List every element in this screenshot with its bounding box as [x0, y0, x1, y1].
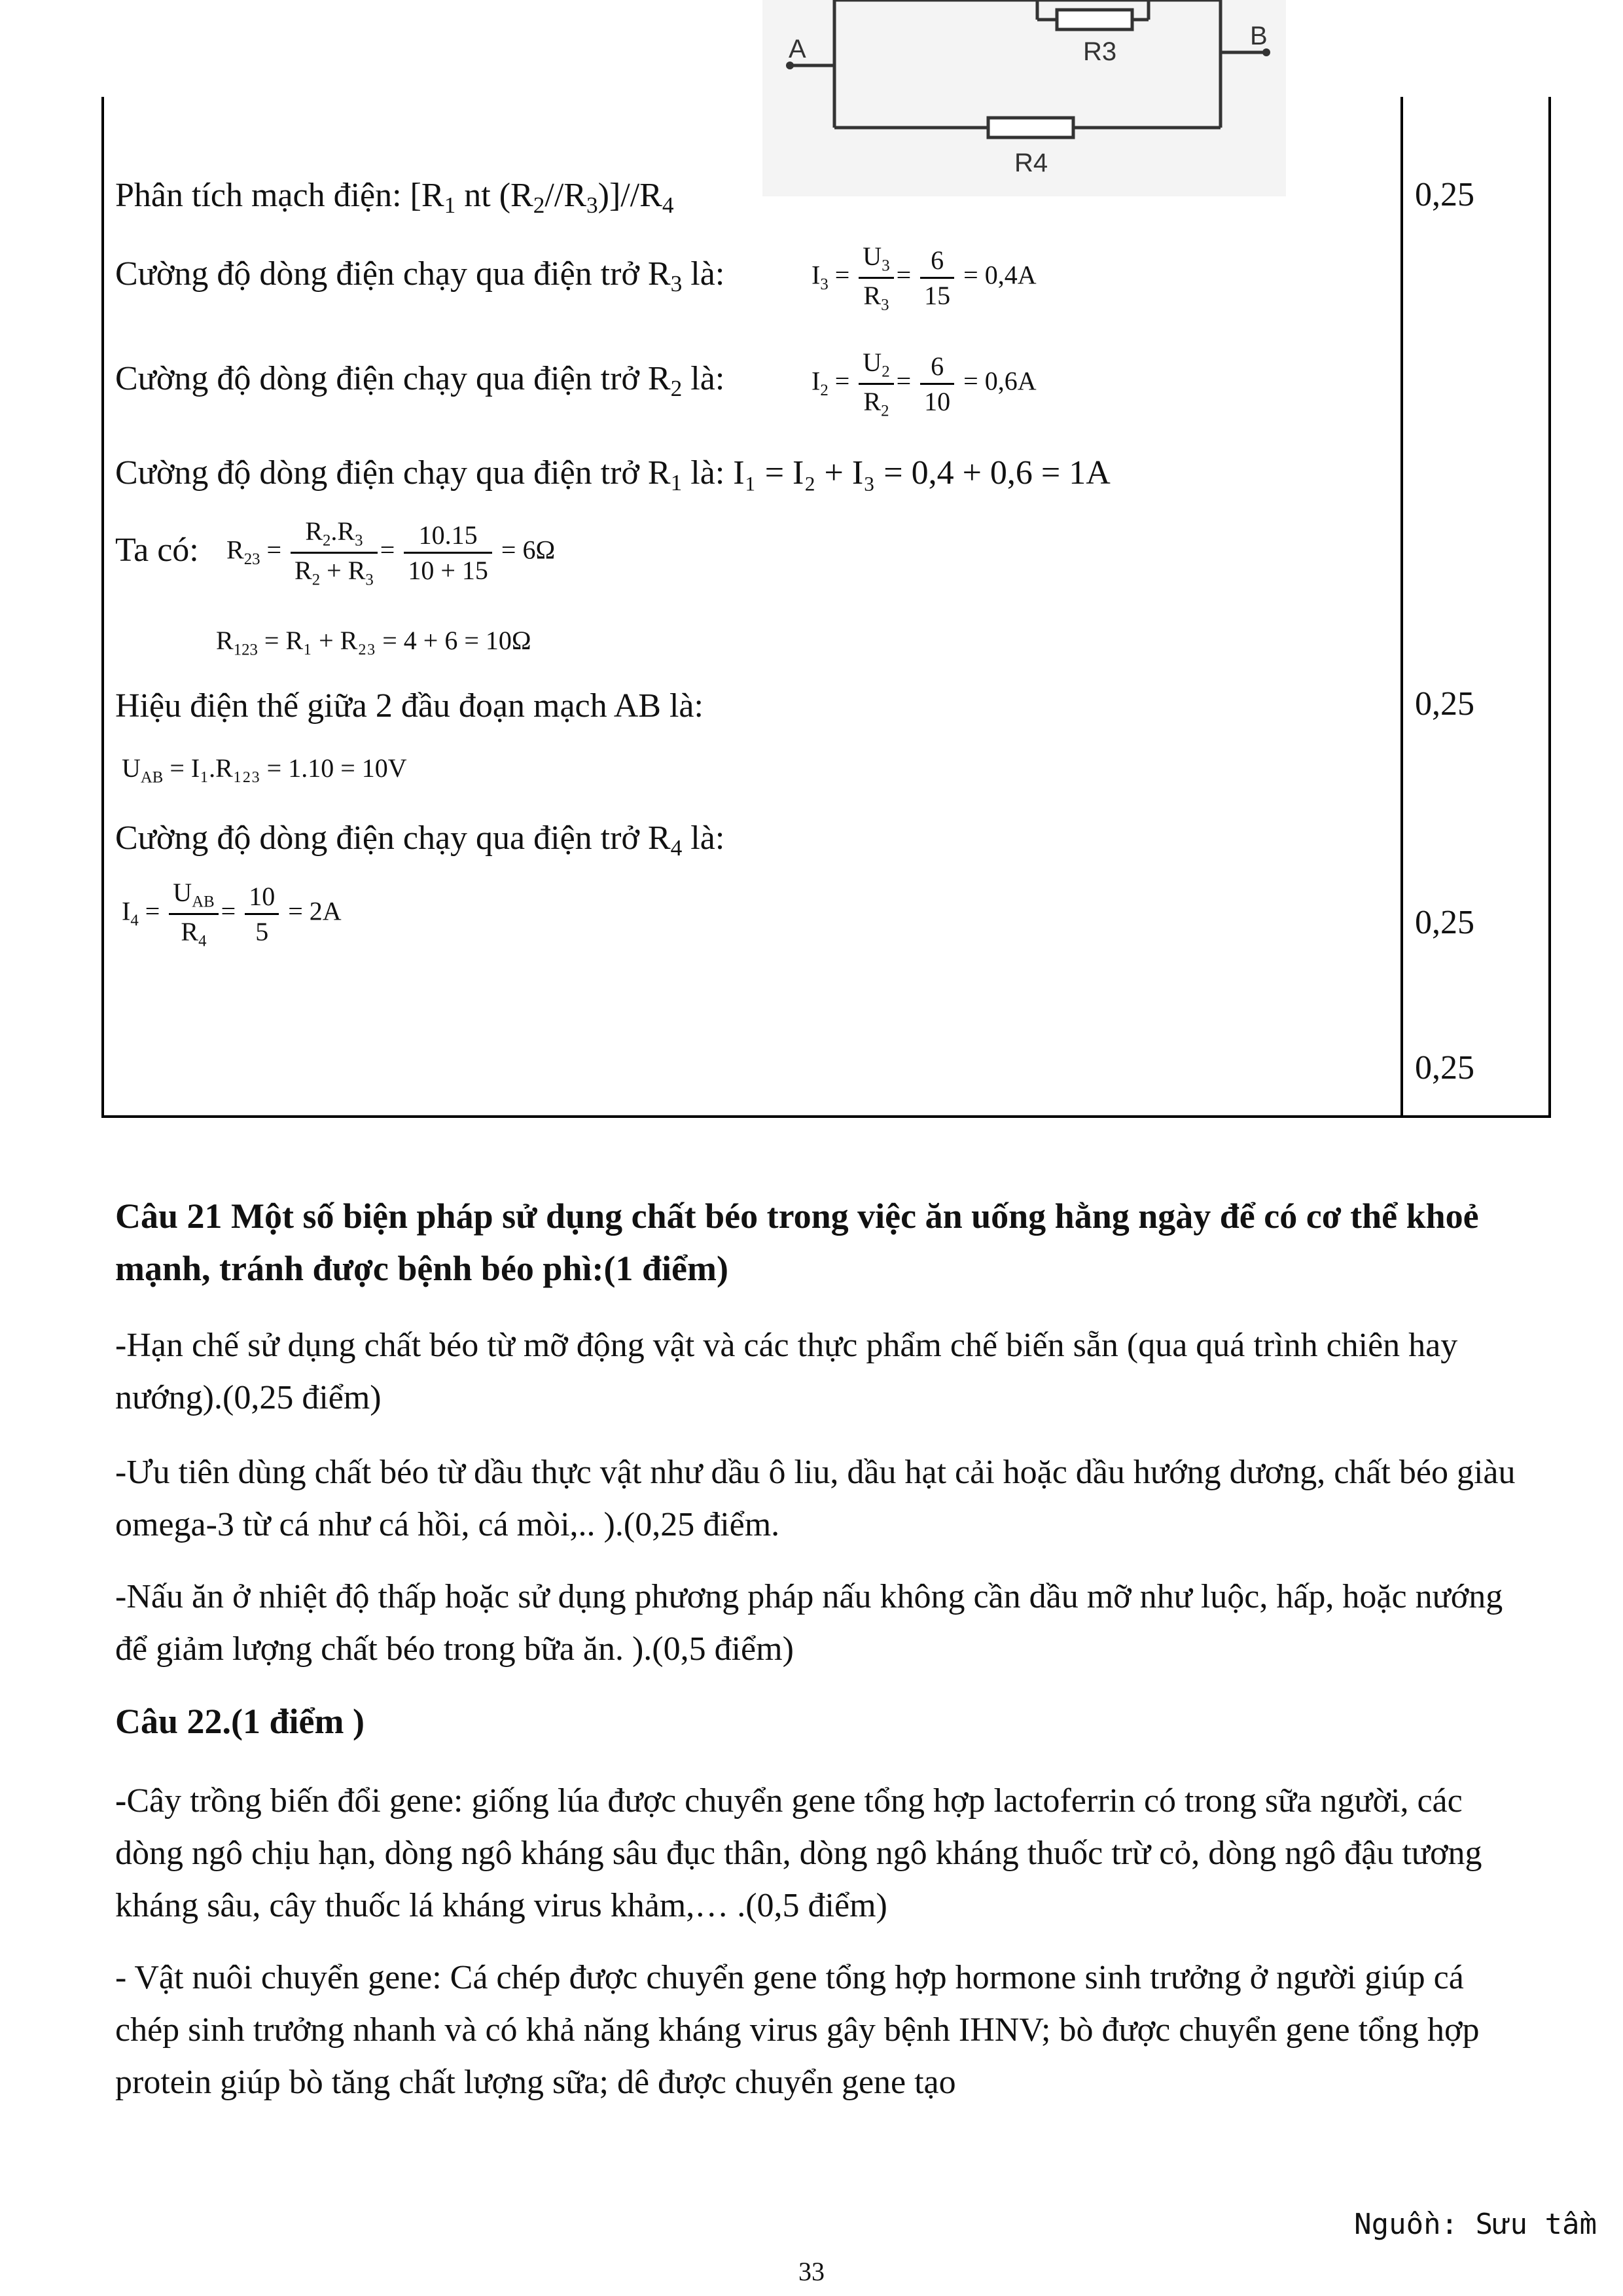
uab-label: Hiệu điện thế giữa 2 đầu đoạn mạch AB là: — [115, 687, 704, 725]
i2-label: Cường độ dòng điện chạy qua điện trở R — [115, 360, 671, 397]
i1-label: Cường độ dòng điện chạy qua điện trở R — [115, 454, 671, 492]
q21-item-1: -Hạn chế sử dụng chất béo từ mỡ động vật và các thực phẩm chế biến sẵn (qua quá trình chiên hay nướng).(0,25 điểm) — [115, 1327, 1458, 1416]
score-4: 0,25 — [1415, 1049, 1474, 1086]
i1-suffix: là: — [682, 454, 725, 492]
q22-item-2: - Vật nuôi chuyển gene: Cá chép được chuyển gene tổng hợp hormone sinh trưởng ở người giúp cá chép sinh trưởng nhanh và có khả năng kháng virus gây bệnh IHNV; bò được chuyển gene tổng hợp protein giúp bò tăng chất lượng sữa; dê được chuyển gene tạo — [115, 1959, 1480, 2101]
r23-formula: $R_{23}$ = $\frac{R_2.R_3}{R_2 + R_3}$ = $\frac{10.15}{10 + 15}$ = 6Ω — [226, 516, 556, 589]
table-right-border — [1548, 97, 1551, 1118]
i3-line: Cường độ dòng điện chạy qua điện trở $R_3$ là: — [115, 255, 725, 296]
resistor-r3 — [1057, 10, 1132, 29]
i4-line: Cường độ dòng điện chạy qua điện trở $R_4$ là: — [115, 819, 725, 861]
score-2: 0,25 — [1415, 685, 1474, 723]
label-r4: R4 — [1014, 149, 1048, 177]
score-3: 0,25 — [1415, 904, 1474, 941]
i1-formula: I₁ = I₂ + I₃ = 0,4 + 0,6 = 1A — [724, 454, 1111, 492]
q22-item-1-dash: - — [115, 1782, 127, 1820]
q21-title: Câu 21 Một số biện pháp sử dụng chất béo trong việc ăn uống hằng ngày để có cơ thể khoẻ mạnh, tránh được bệnh béo phì:(1 điểm) — [115, 1196, 1479, 1288]
r123-formula: $R_{123} = R_1 + R_{23} = 4 + 6 = 10\Omega$ — [216, 626, 531, 659]
analysis-text-4: )]//R — [597, 177, 662, 214]
table-column-divider — [1400, 97, 1403, 1118]
label-r3: R3 — [1083, 37, 1117, 66]
uab-text: = I₁.R₁₂₃ = 1.10 = 10V — [169, 753, 407, 783]
i4-result: = 2A — [288, 896, 342, 926]
page-number: 33 — [798, 2257, 825, 2286]
i4-num: 10 — [245, 881, 279, 915]
score-1: 0,25 — [1415, 176, 1474, 213]
uab-formula: $U_{AB} = I_1.R_{123} = 1.10 = 10V$ — [122, 753, 407, 787]
i1-line: Cường độ dòng điện chạy qua điện trở $R_1$ là: I₁ = I₂ + I₃ = 0,4 + 0,6 = 1A — [115, 454, 1111, 495]
i4-suffix: là: — [682, 819, 725, 857]
i3-formula: $I_3$ = $\frac{U_3}{R_3}$ = $\frac{6}{15}$ = 0,4A — [812, 242, 1037, 314]
circuit-analysis: Phân tích mạch điện: [$R_1$ nt $(R_2//R_3)]//R_4$ — [115, 177, 674, 218]
label-b: B — [1250, 22, 1268, 50]
source-note: Nguồn: Sưu tầm — [1354, 2208, 1597, 2241]
q22-item-1-text: Cây trồng biến đổi gene: giống lúa được chuyển gene tổng hợp lactoferrin có trong sữa người, các dòng ngô chịu hạn, dòng ngô kháng sâu đục thân, dòng ngô kháng thuốc trừ cỏ, dòng ngô đậu tương kháng sâu, cây thuốc lá kháng virus khảm,… .(0,5 điểm) — [115, 1782, 1482, 1924]
analysis-text-2: nt (R — [455, 177, 533, 214]
q22-title: Câu 22.(1 điểm ) — [115, 1702, 365, 1741]
i2-suffix: là: — [682, 360, 725, 397]
i2-line: Cường độ dòng điện chạy qua điện trở $R_2$ là: — [115, 360, 725, 401]
r23-den: 10 + 15 — [408, 555, 488, 585]
circuit-diagram — [762, 0, 1286, 196]
i4-label: Cường độ dòng điện chạy qua điện trở R — [115, 819, 671, 857]
q21-item-3: -Nấu ăn ở nhiệt độ thấp hoặc sử dụng phương pháp nấu không cần dầu mỡ như luộc, hấp, hoặc nướng để giảm lượng chất béo trong bữa ăn. ).(0,5 điểm) — [115, 1578, 1503, 1668]
i4-den: 5 — [255, 916, 269, 946]
i3-suffix: là: — [682, 255, 725, 293]
i4-formula: $I_4$ = $\frac{U_{AB}}{R_4}$ = $\frac{10}{5}$ = 2A — [122, 878, 342, 950]
r123-text: = R₁ + R₂₃ = 4 + 6 = 10Ω — [264, 626, 531, 655]
taco-label: Ta có: — [115, 531, 199, 569]
resistor-r4 — [988, 118, 1073, 137]
analysis-text-1: Phân tích mạch điện: [R — [115, 177, 444, 214]
i3-label: Cường độ dòng điện chạy qua điện trở R — [115, 255, 671, 293]
i2-result: = 0,6A — [963, 366, 1037, 396]
r23-num: 10.15 — [404, 520, 492, 554]
r23-result: = 6Ω — [501, 535, 556, 565]
table-bottom-border — [101, 1115, 1551, 1118]
q22-item-1 — [115, 1775, 1522, 1932]
table-left-border — [101, 97, 104, 1118]
q21-item-2: -Ưu tiên dùng chất béo từ dầu thực vật như dầu ô liu, dầu hạt cải hoặc dầu hướng dương, chất béo giàu omega-3 từ cá như cá hồi, cá mòi,.. ).(0,25 điểm. — [115, 1454, 1516, 1543]
i3-result: = 0,4A — [963, 260, 1037, 290]
label-a: A — [789, 35, 806, 63]
i2-formula: $I_2$ = $\frac{U_2}{R_2}$ = $\frac{6}{10}$ = 0,6A — [812, 348, 1037, 420]
analysis-text-3: //R — [544, 177, 586, 214]
